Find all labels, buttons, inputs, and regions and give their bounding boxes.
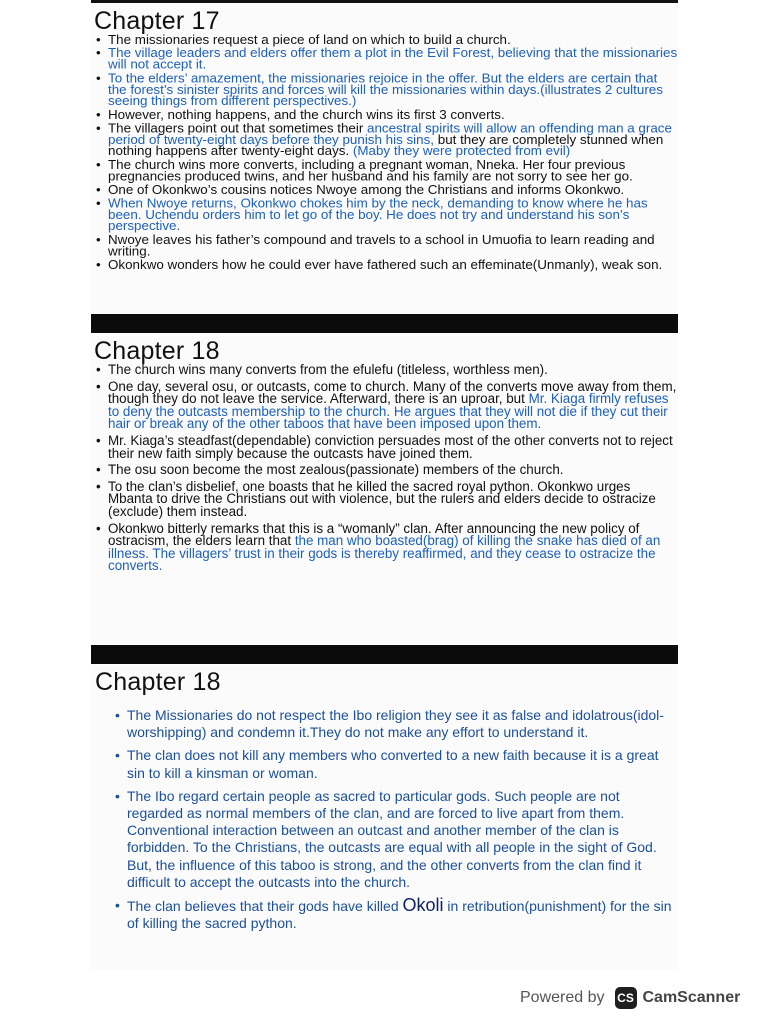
bullet-text: The osu soon become the most zealous(passionate) members of the church. [108,462,564,478]
powered-by-text: Powered by [520,989,605,1006]
bullet-text: Okonkwo wonders how he could ever have fathered such an effeminate(Unmanly), weak son. [108,257,663,272]
bullet-item [94,123,678,157]
bullet-text: the man who boasted(brag) of killing the snake has died of an illness. The villagers’ trust in their gods is thereby reaffirmed, and they cease to ostracize the converts. [108,533,661,574]
bullet-text: ancestral spirits will allow an offending man a grace period of twenty-eight days before they punish his sins, [108,121,672,147]
bullet-item [94,464,678,477]
bullet-list [94,364,678,573]
bullet-text: One day, several osu, or outcasts, come to church. Many of the converts move away from them, though they do not leave the service. Afterward, there is an uproar, but [108,378,677,407]
top-border [91,0,678,3]
section-heading: Chapter 18 [94,337,220,365]
bullet-item [94,45,678,72]
chapter-18-notes [91,336,678,644]
bullet-text: The missionaries request a piece of land on which to build a church. [108,32,511,47]
bullet-item [94,432,678,461]
bullet-text: Mr. Kiaga’s steadfast(dependable) conviction persuades most of the other converts not to reject their new faith simply because the outcasts have joined them. [108,432,673,461]
bullet-item [94,364,678,377]
bullet-text: The clan does not kill any members who converted to a new faith because it is a great sin to kill a kinsman or woman. [127,747,659,781]
bullet-text: The villagers point out that sometimes their [108,121,368,136]
bullet-item [94,34,678,45]
bullet-item [94,520,678,574]
bullet-item [113,747,678,781]
bullet-text: However, nothing happens, and the church wins its first 3 converts. [108,107,505,122]
bullet-text: (Maby they were protected from evil) [352,143,571,159]
section-divider [91,645,678,664]
bullet-text: Mr. Kiaga firmly refuses to deny the outcasts membership to the church. He argues that they will not die if they cut their hair or break any of the other taboos that have been imposed upon them. [108,391,669,432]
bullet-text: When Nwoye returns, Okonkwo chokes him by the neck, demanding to know where he has been. Uchendu orders him to let go of the boy. He does not try and understand his son’s perspective. [108,196,648,234]
bullet-item [94,157,678,184]
bullet-text: Nwoye leaves his father’s compound and travels to a school in Umuofia to learn reading and writing. [108,232,655,259]
bullet-text: Okonkwo bitterly remarks that this is a “womanly” clan. After announcing the new policy of ostracism, the elders learn that [108,520,640,549]
camscanner-logo-icon: CS [615,987,637,1009]
bullet-text: The church wins more converts, including a pregnant woman, Nneka. Her four previous pregnancies produced twins, and her husband and his family are not sorry to see her go. [108,157,633,184]
bullet-text: The church wins many converts from the efulefu (titleless, worthless men). [108,362,548,377]
bullet-item [94,184,678,195]
bullet-text: The clan believes that their gods have killed [127,898,403,915]
section-divider [91,314,678,333]
chapter-18-analysis [91,665,678,970]
bullet-list [94,34,678,271]
bullet-text: To the elders’ amazement, the missionaries rejoice in the offer. But the elders are certain that the forest’s sinister spirits and forces will kill the missionaries within days.(illustrates 2 cultures seeing things from different perspectives.) [108,71,663,109]
bullet-item [94,73,678,107]
camscanner-brand: CamScanner [642,989,741,1006]
bullet-list [113,707,678,932]
bullet-text: The Ibo regard certain people as sacred to particular gods. Such people are not regarded as normal members of the clan, and are forced to live apart from them. Conventional interaction between an outcast and another member of the clan is forbidden. To the Christians, the outcasts are equal with all people in the sight of God. But, the influence of this taboo is strong, and the other converts from the clan find it difficult to accept the outcasts into the church. [127,787,657,890]
camscanner-watermark [520,984,760,1012]
bullet-text: Okoli [402,895,444,916]
bullet-item [94,259,678,270]
bullet-item [94,198,678,232]
bullet-text: The Missionaries do not respect the Ibo religion they see it as false and idolatrous(idol-worshipping) and condemn it.They do not make any effort to understand it. [127,707,664,741]
bullet-item [113,897,678,932]
chapter-17-notes [91,4,678,314]
bullet-item [113,788,678,891]
section-heading: Chapter 18 [95,668,221,696]
bullet-item [94,109,678,120]
bullet-text: The village leaders and elders offer them a plot in the Evil Forest, believing that the missionaries will not accept it. [108,45,678,72]
bullet-item [94,478,678,519]
bullet-text: To the clan’s disbelief, one boasts that he killed the sacred royal python. Okonkwo urges Mbanta to drive the Christians out with violence, but the rulers and elders decide to ostracize (exclude) them instead. [108,478,656,519]
bullet-item [94,378,678,432]
bullet-text: but they are completely stunned when nothing happens after twenty-eight days. [108,132,664,159]
bullet-text: in retribution(punishment) for the sin of killing the sacred python. [127,898,672,932]
bullet-text: One of Okonkwo’s cousins notices Nwoye among the Christians and informs Okonkwo. [108,182,625,197]
bullet-item [113,707,678,741]
section-heading: Chapter 17 [94,7,220,35]
bullet-item [94,232,678,259]
